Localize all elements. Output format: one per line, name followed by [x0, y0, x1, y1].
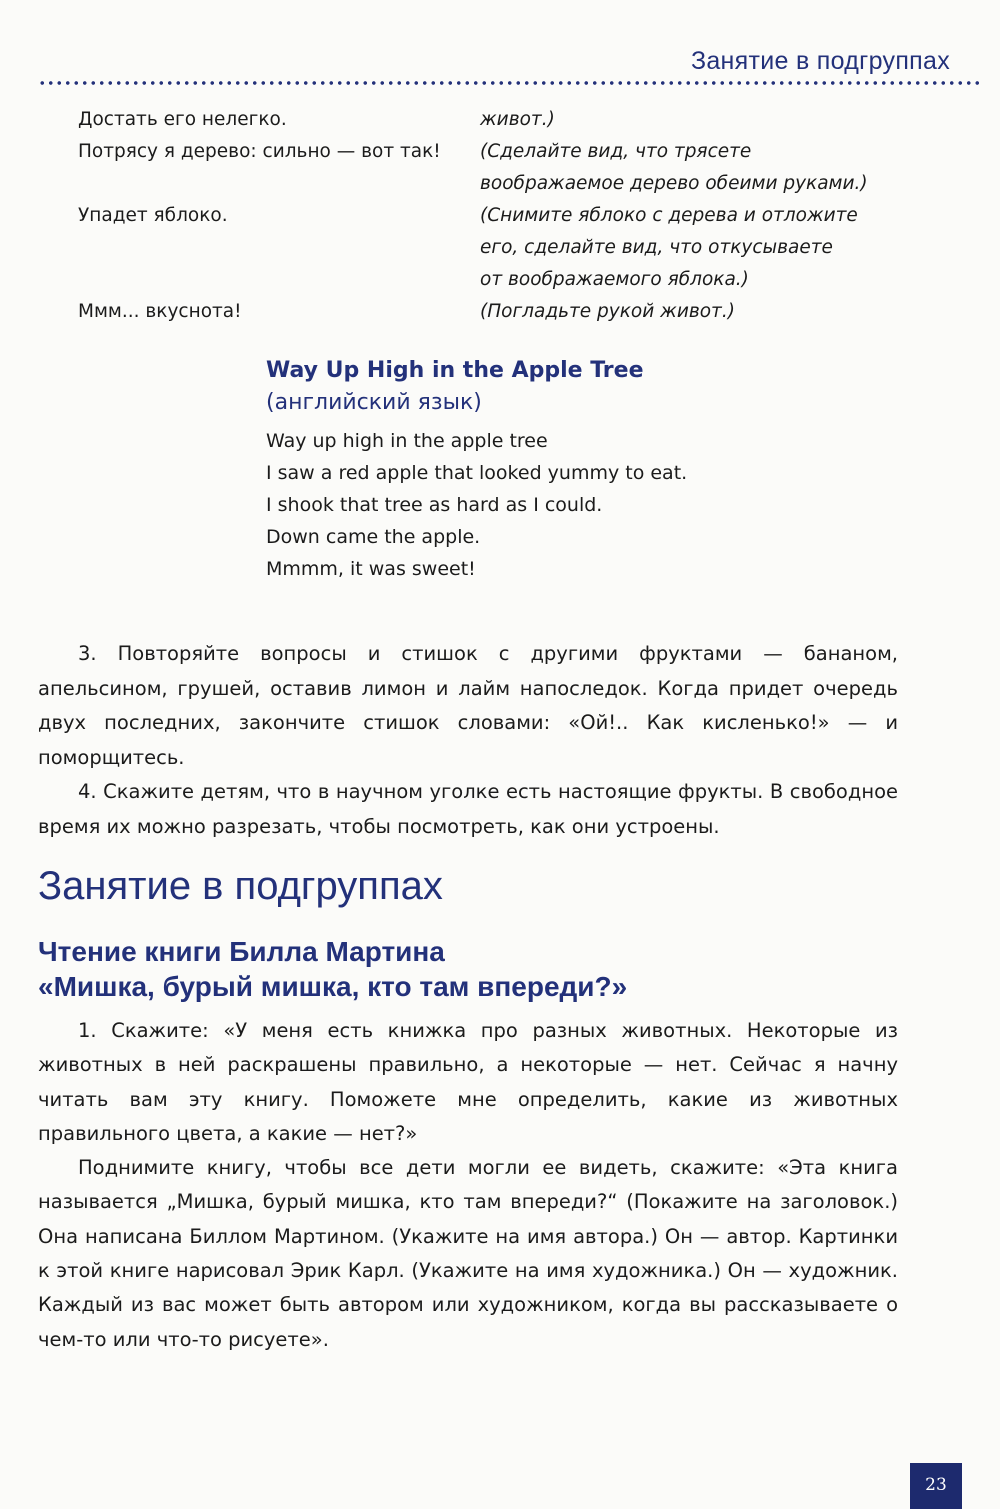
reading-text [38, 1014, 898, 1357]
page-number: 23 [910, 1463, 962, 1509]
steps-text [38, 637, 898, 844]
rhyme-direction: от воображаемого яблока.) [480, 269, 749, 290]
rhyme-direction: живот.) [480, 109, 555, 130]
section-title: Занятие в подгруппах [38, 864, 443, 908]
rhyme-text [78, 232, 480, 264]
song-line: Down came the apple. [266, 526, 481, 548]
song-title: Way Up High in the Apple Tree [266, 358, 644, 383]
rhyme-direction: (Сделайте вид, что трясете [480, 141, 752, 162]
activity-title [38, 934, 898, 1004]
rhyme-text: Упадет яблоко. [78, 205, 228, 226]
rhyme-row [78, 168, 898, 200]
rhyme-direction: (Погладьте рукой живот.) [480, 301, 735, 322]
activity-title-line: Чтение книги Билла Мартина [38, 936, 445, 967]
rhyme-row [78, 264, 898, 296]
rhyme-text: Достать его нелегко. [78, 109, 287, 130]
rhyme-row [78, 200, 898, 232]
rhyme-row [78, 296, 898, 328]
rhyme-text [78, 264, 480, 296]
paragraph: Поднимите книгу, чтобы все дети могли ее видеть, скажите: «Эта книга называется „Мишка, бурый мишка, кто там впереди?“ (Покажите на заголовок.) Она написана Биллом Мартином. (Укажите на имя автора.) Он — автор. Картинки к этой книге нарисовал Эрик Карл. (Укажите на имя художника.) Он — художник. Каждый из вас может быть автором или художником, когда вы рассказываете о чем-то или что-то рисуете». [38, 1156, 898, 1351]
paragraph: 3. Повторяйте вопросы и стишок с другими фруктами — бананом, апельсином, грушей, оставив лимон и лайм напоследок. Когда придет очередь двух последних, закончите стишок словами: «Ой!.. Как кисленько!» — и поморщитесь. [38, 642, 898, 769]
running-head: Занятие в подгруппах [690, 47, 950, 75]
rhyme-table [78, 104, 898, 328]
rhyme-text [78, 168, 480, 200]
song-line: I shook that tree as hard as I could. [266, 494, 603, 516]
rhyme-direction: его, сделайте вид, что откусываете [480, 237, 833, 258]
rhyme-direction: (Снимите яблоко с дерева и отложите [480, 205, 858, 226]
song-subtitle: (английский язык) [266, 390, 482, 415]
song-line: Mmmm, it was sweet! [266, 558, 476, 580]
rhyme-text: Ммм... вкуснота! [78, 301, 242, 322]
dotted-divider [38, 80, 982, 86]
song-line: I saw a red apple that looked yummy to eat. [266, 462, 688, 484]
rhyme-text: Потрясу я дерево: сильно — вот так! [78, 141, 441, 162]
rhyme-row [78, 136, 898, 168]
rhyme-row [78, 232, 898, 264]
paragraph: 4. Скажите детям, что в научном уголке есть настоящие фрукты. В свободное время их можно разрезать, чтобы посмотреть, как они устроены. [38, 780, 898, 838]
song-block [266, 355, 866, 585]
paragraph: 1. Скажите: «У меня есть книжка про разных животных. Некоторые из животных в ней раскрашены правильно, а некоторые — нет. Сейчас я начну читать вам эту книгу. Поможете мне определить, какие из животных правильного цвета, а какие — нет?» [38, 1019, 898, 1145]
activity-title-line: «Мишка, бурый мишка, кто там впереди?» [38, 971, 628, 1002]
rhyme-row [78, 104, 898, 136]
song-line: Way up high in the apple tree [266, 430, 548, 452]
rhyme-direction: воображаемое дерево обеими руками.) [480, 173, 868, 194]
